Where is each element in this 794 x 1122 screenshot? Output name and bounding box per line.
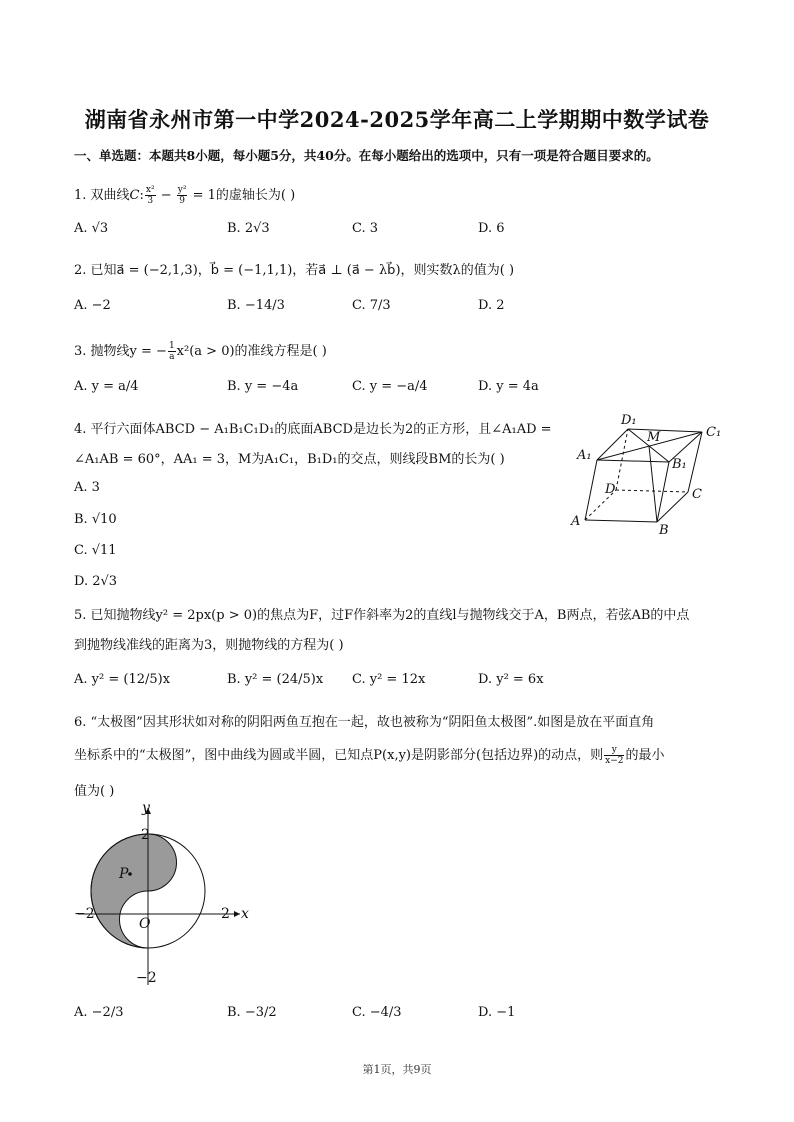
q4-option-a: A. 3: [74, 480, 100, 495]
label-d: D: [605, 482, 616, 497]
label-b1: B₁: [672, 457, 687, 472]
tick-bottom: −2: [136, 970, 157, 986]
question-2: 2. 已知a⃗ = (−2,1,3)，b⃗ = (−1,1,1)，若a⃗ ⊥ (a⃗ − λb⃗)，则实数λ的值为( ): [74, 263, 515, 278]
q6-line2-suffix: 的最小: [625, 748, 665, 763]
label-b: B: [659, 523, 669, 538]
axis-label-x: x: [241, 906, 249, 922]
q1-option-c: C. 3: [352, 221, 379, 236]
tick-left: −2: [74, 906, 95, 922]
q1-option-d: D. 6: [478, 221, 505, 236]
q1-option-a: A. √3: [74, 221, 109, 236]
q4-option-c: C. √11: [74, 543, 117, 558]
q3-frac: $\frac{1}{a}$: [168, 341, 175, 362]
q4-option-b: B. √10: [74, 512, 117, 527]
page-title: 湖南省永州市第一中学2024-2025学年高二上学期期中数学试卷: [84, 107, 710, 132]
label-c1: C₁: [706, 425, 722, 440]
q2-option-c: C. 7/3: [352, 298, 391, 313]
q5-option-d: D. y² = 6x: [478, 672, 544, 687]
q6-option-b: B. −3/2: [227, 1005, 277, 1020]
q5-option-c: C. y² = 12x: [352, 672, 426, 687]
origin-label: O: [139, 916, 151, 932]
axis-label-y: y: [142, 800, 150, 816]
question-1: 1. 双曲线C: $\frac{\text{x²}}{3}$ − $\frac{\text{y²}}{9}$ = 1的虚轴长为( ): [74, 185, 296, 206]
q1-frac-x: $\frac{\text{x²}}{3}$: [145, 185, 155, 206]
parallelepiped-figure: [565, 408, 735, 538]
q5-option-b: B. y² = (24/5)x: [227, 672, 324, 687]
q2-option-b: B. −14/3: [227, 298, 285, 313]
point-p-label: P: [119, 866, 129, 882]
q6-frac: $\frac{y}{x-2}$: [605, 745, 624, 766]
question-5-line-1: 5. 已知抛物线y² = 2px(p > 0)的焦点为F，过F作斜率为2的直线l与抛物线交于A，B两点，若弦AB的中点: [74, 608, 690, 623]
q4-option-d: D. 2√3: [74, 574, 118, 589]
q2-option-d: D. 2: [478, 298, 505, 313]
page-footer: 第1页，共9页: [362, 1063, 432, 1076]
label-a: A: [571, 514, 581, 529]
question-3: [74, 340, 327, 362]
tick-top: 2: [141, 827, 150, 843]
q6-line2-prefix: 坐标系中的“太极图”，图中曲线为圆或半圆，已知点P(x,y)是阴影部分(包括边界)的动点，则: [74, 748, 604, 763]
label-c: C: [692, 487, 702, 502]
q3-prefix: 3. 抛物线y = −: [74, 344, 167, 359]
label-a1: A₁: [577, 448, 592, 463]
q1-suffix: 的虚轴长为( ): [215, 188, 296, 203]
label-d1: D₁: [621, 413, 637, 428]
q3-suffix: x²(a > 0)的准线方程是( ): [176, 344, 327, 359]
section-heading: 一、单选题：本题共8小题，每小题5分，共40分。在每小题给出的选项中，只有一项是符合题目要求的。: [74, 148, 659, 163]
q1-option-b: B. 2√3: [227, 221, 270, 236]
q6-option-d: D. −1: [478, 1005, 516, 1020]
q6-option-c: C. −4/3: [352, 1005, 402, 1020]
q6-option-a: A. −2/3: [74, 1005, 124, 1020]
q5-option-a: A. y² = (12/5)x: [74, 672, 171, 687]
question-4-line-1: 4. 平行六面体ABCD − A₁B₁C₁D₁的底面ABCD是边长为2的正方形，且∠A₁AD =: [74, 422, 552, 437]
taiji-figure: [70, 800, 255, 995]
q2-option-a: A. −2: [74, 298, 111, 313]
question-6-line-3: 值为( ): [74, 784, 115, 799]
q3-option-c: C. y = −a/4: [352, 379, 428, 394]
q3-option-a: A. y = a/4: [74, 379, 139, 394]
q3-option-b: B. y = −4a: [227, 379, 299, 394]
shaded-region: [91, 834, 177, 948]
question-6-line-1: 6. “太极图”因其形状如对称的阴阳两鱼互抱在一起，故也被称为“阴阳鱼太极图”.如图是放在平面直角: [74, 715, 655, 730]
q1-prefix: 1. 双曲线: [74, 188, 130, 203]
q3-option-d: D. y = 4a: [478, 379, 539, 394]
question-6-line-2: [74, 744, 665, 766]
tick-right: 2: [221, 906, 230, 922]
label-m: M: [647, 430, 661, 445]
q1-frac-y: $\frac{\text{y²}}{9}$: [177, 185, 187, 206]
question-5-line-2: 到抛物线准线的距离为3，则抛物线的方程为( ): [74, 638, 344, 653]
question-4-line-2: ∠A₁AB = 60°，AA₁ = 3，M为A₁C₁，B₁D₁的交点，则线段BM的长为( ): [74, 452, 505, 467]
point-p: [128, 872, 132, 876]
